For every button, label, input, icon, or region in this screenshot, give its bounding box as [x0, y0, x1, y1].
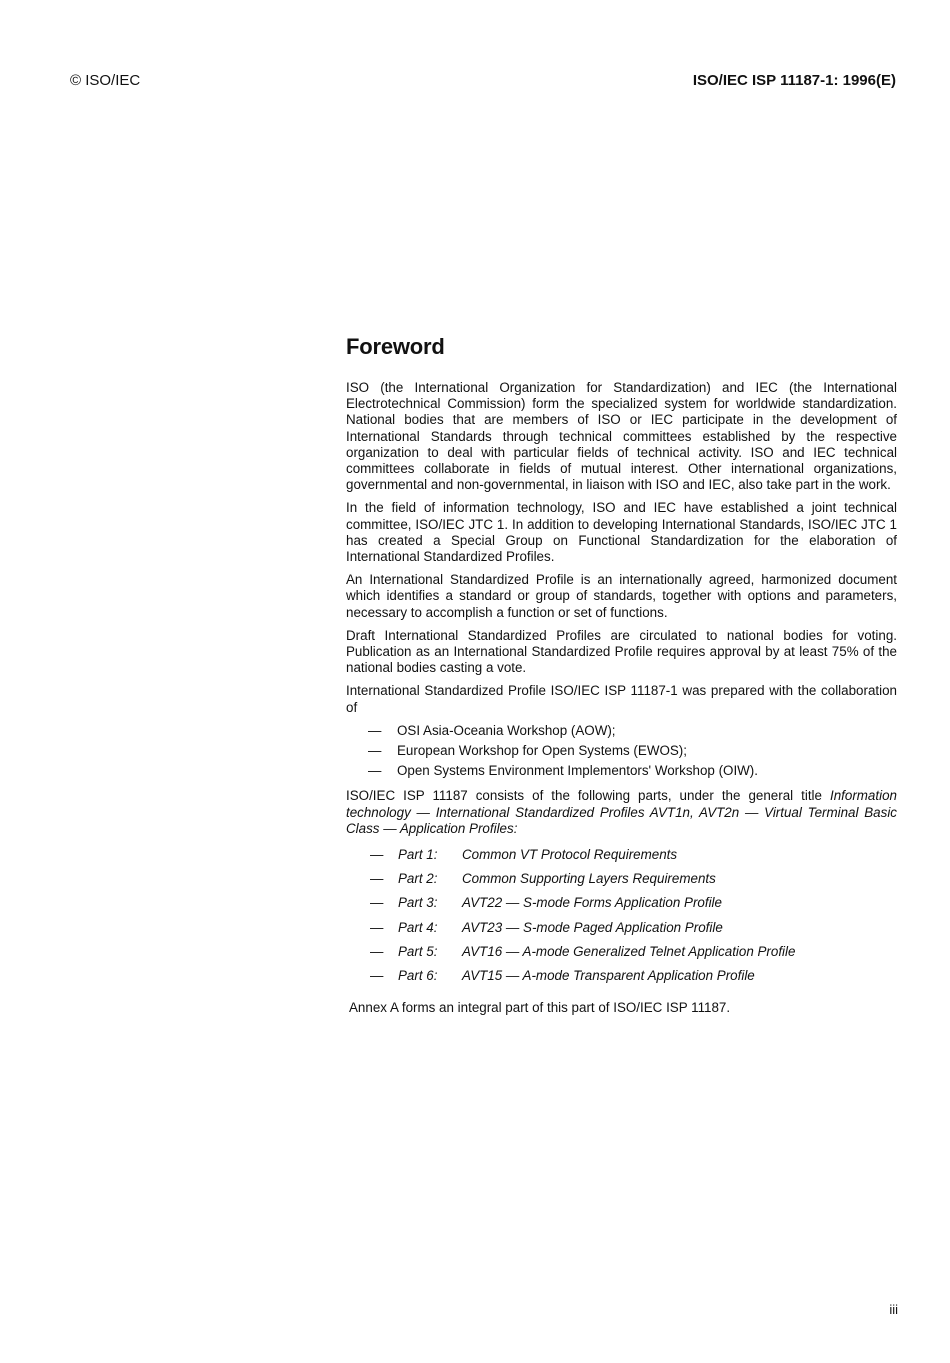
part-item [346, 871, 897, 895]
part-title: AVT22 — S-mode Forms Application Profile [462, 895, 722, 911]
list-item: — European Workshop for Open Systems (EWOS); [346, 743, 897, 759]
paragraph-collaboration: International Standardized Profile ISO/IEC ISP 11187-1 was prepared with the collaboration of [346, 683, 897, 715]
part-item [346, 895, 897, 919]
part-title: Common VT Protocol Requirements [462, 847, 678, 863]
part-dash: — [370, 943, 384, 959]
annex-note: Annex A forms an integral part of this part of ISO/IEC ISP 11187. [349, 1000, 731, 1016]
series-title: Information technology — International Standardized Profiles AVT1n, AVT2n — Virtual Terminal Basic Class — Application Profiles: [346, 788, 897, 836]
list-item: — OSI Asia-Oceania Workshop (AOW); [346, 723, 897, 739]
part-title: Common Supporting Layers Requirements [462, 871, 716, 887]
part-number: Part 2: [398, 871, 438, 887]
header-copyright: © ISO/IEC [70, 72, 141, 89]
part-title: AVT16 — A-mode Generalized Telnet Application Profile [462, 943, 796, 959]
foreword-section [346, 334, 897, 1016]
page-number: iii [889, 1302, 898, 1317]
part-number: Part 3: [398, 895, 438, 911]
paragraph-jtc1: In the field of information technology, ISO and IEC have established a joint technical committee, ISO/IEC JTC 1. In addition to developing International Standards, ISO/IEC JTC 1 has created a Special Group on Functional Standardization for the elaboration of International Standardized Profiles. [346, 500, 897, 565]
page-title: Foreword [346, 334, 445, 359]
part-title: AVT23 — S-mode Paged Application Profile [462, 919, 723, 935]
part-dash: — [370, 919, 384, 935]
collaborator-list [346, 723, 897, 780]
list-item: — Open Systems Environment Implementors' Workshop (OIW). [346, 763, 897, 779]
part-item [346, 968, 897, 992]
part-dash: — [370, 847, 384, 863]
part-number: Part 5: [398, 943, 438, 959]
part-dash: — [370, 895, 384, 911]
part-item [346, 847, 897, 871]
part-dash: — [370, 968, 384, 984]
parts-list [346, 847, 897, 992]
consists-intro: ISO/IEC ISP 11187 consists of the following parts, under the general title [346, 788, 822, 804]
part-number: Part 6: [398, 968, 438, 984]
paragraph-isp-definition: An International Standardized Profile is an internationally agreed, harmonized document which identifies a standard or group of standards, together with options and parameters, necessary to accomplish a function or set of functions. [346, 572, 897, 620]
paragraph-consists [346, 788, 897, 837]
part-number: Part 1: [398, 847, 438, 863]
header-document-id: ISO/IEC ISP 11187-1: 1996(E) [692, 72, 896, 89]
paragraph-iso-iec: ISO (the International Organization for Standardization) and IEC (the International Electrotechnical Commission) form the specialized system for worldwide standardization. National bodies that are members of ISO or IEC participate in the development of International Standards through technical committees established by the respective organization to deal with particular fields of technical activity. ISO and IEC technical committees collaborate in fields of mutual interest. Other international organizations, governmental and non-governmental, in liaison with ISO and IEC, also take part in the work. [346, 380, 897, 493]
part-dash: — [370, 871, 384, 887]
part-item [346, 944, 897, 968]
part-title: AVT15 — A-mode Transparent Application Profile [462, 968, 755, 984]
part-number: Part 4: [398, 919, 438, 935]
part-item [346, 920, 897, 944]
paragraph-voting: Draft International Standardized Profiles are circulated to national bodies for voting. Publication as an International Standardized Profile requires approval by at least 75% of the national bodies casting a vote. [346, 627, 897, 676]
